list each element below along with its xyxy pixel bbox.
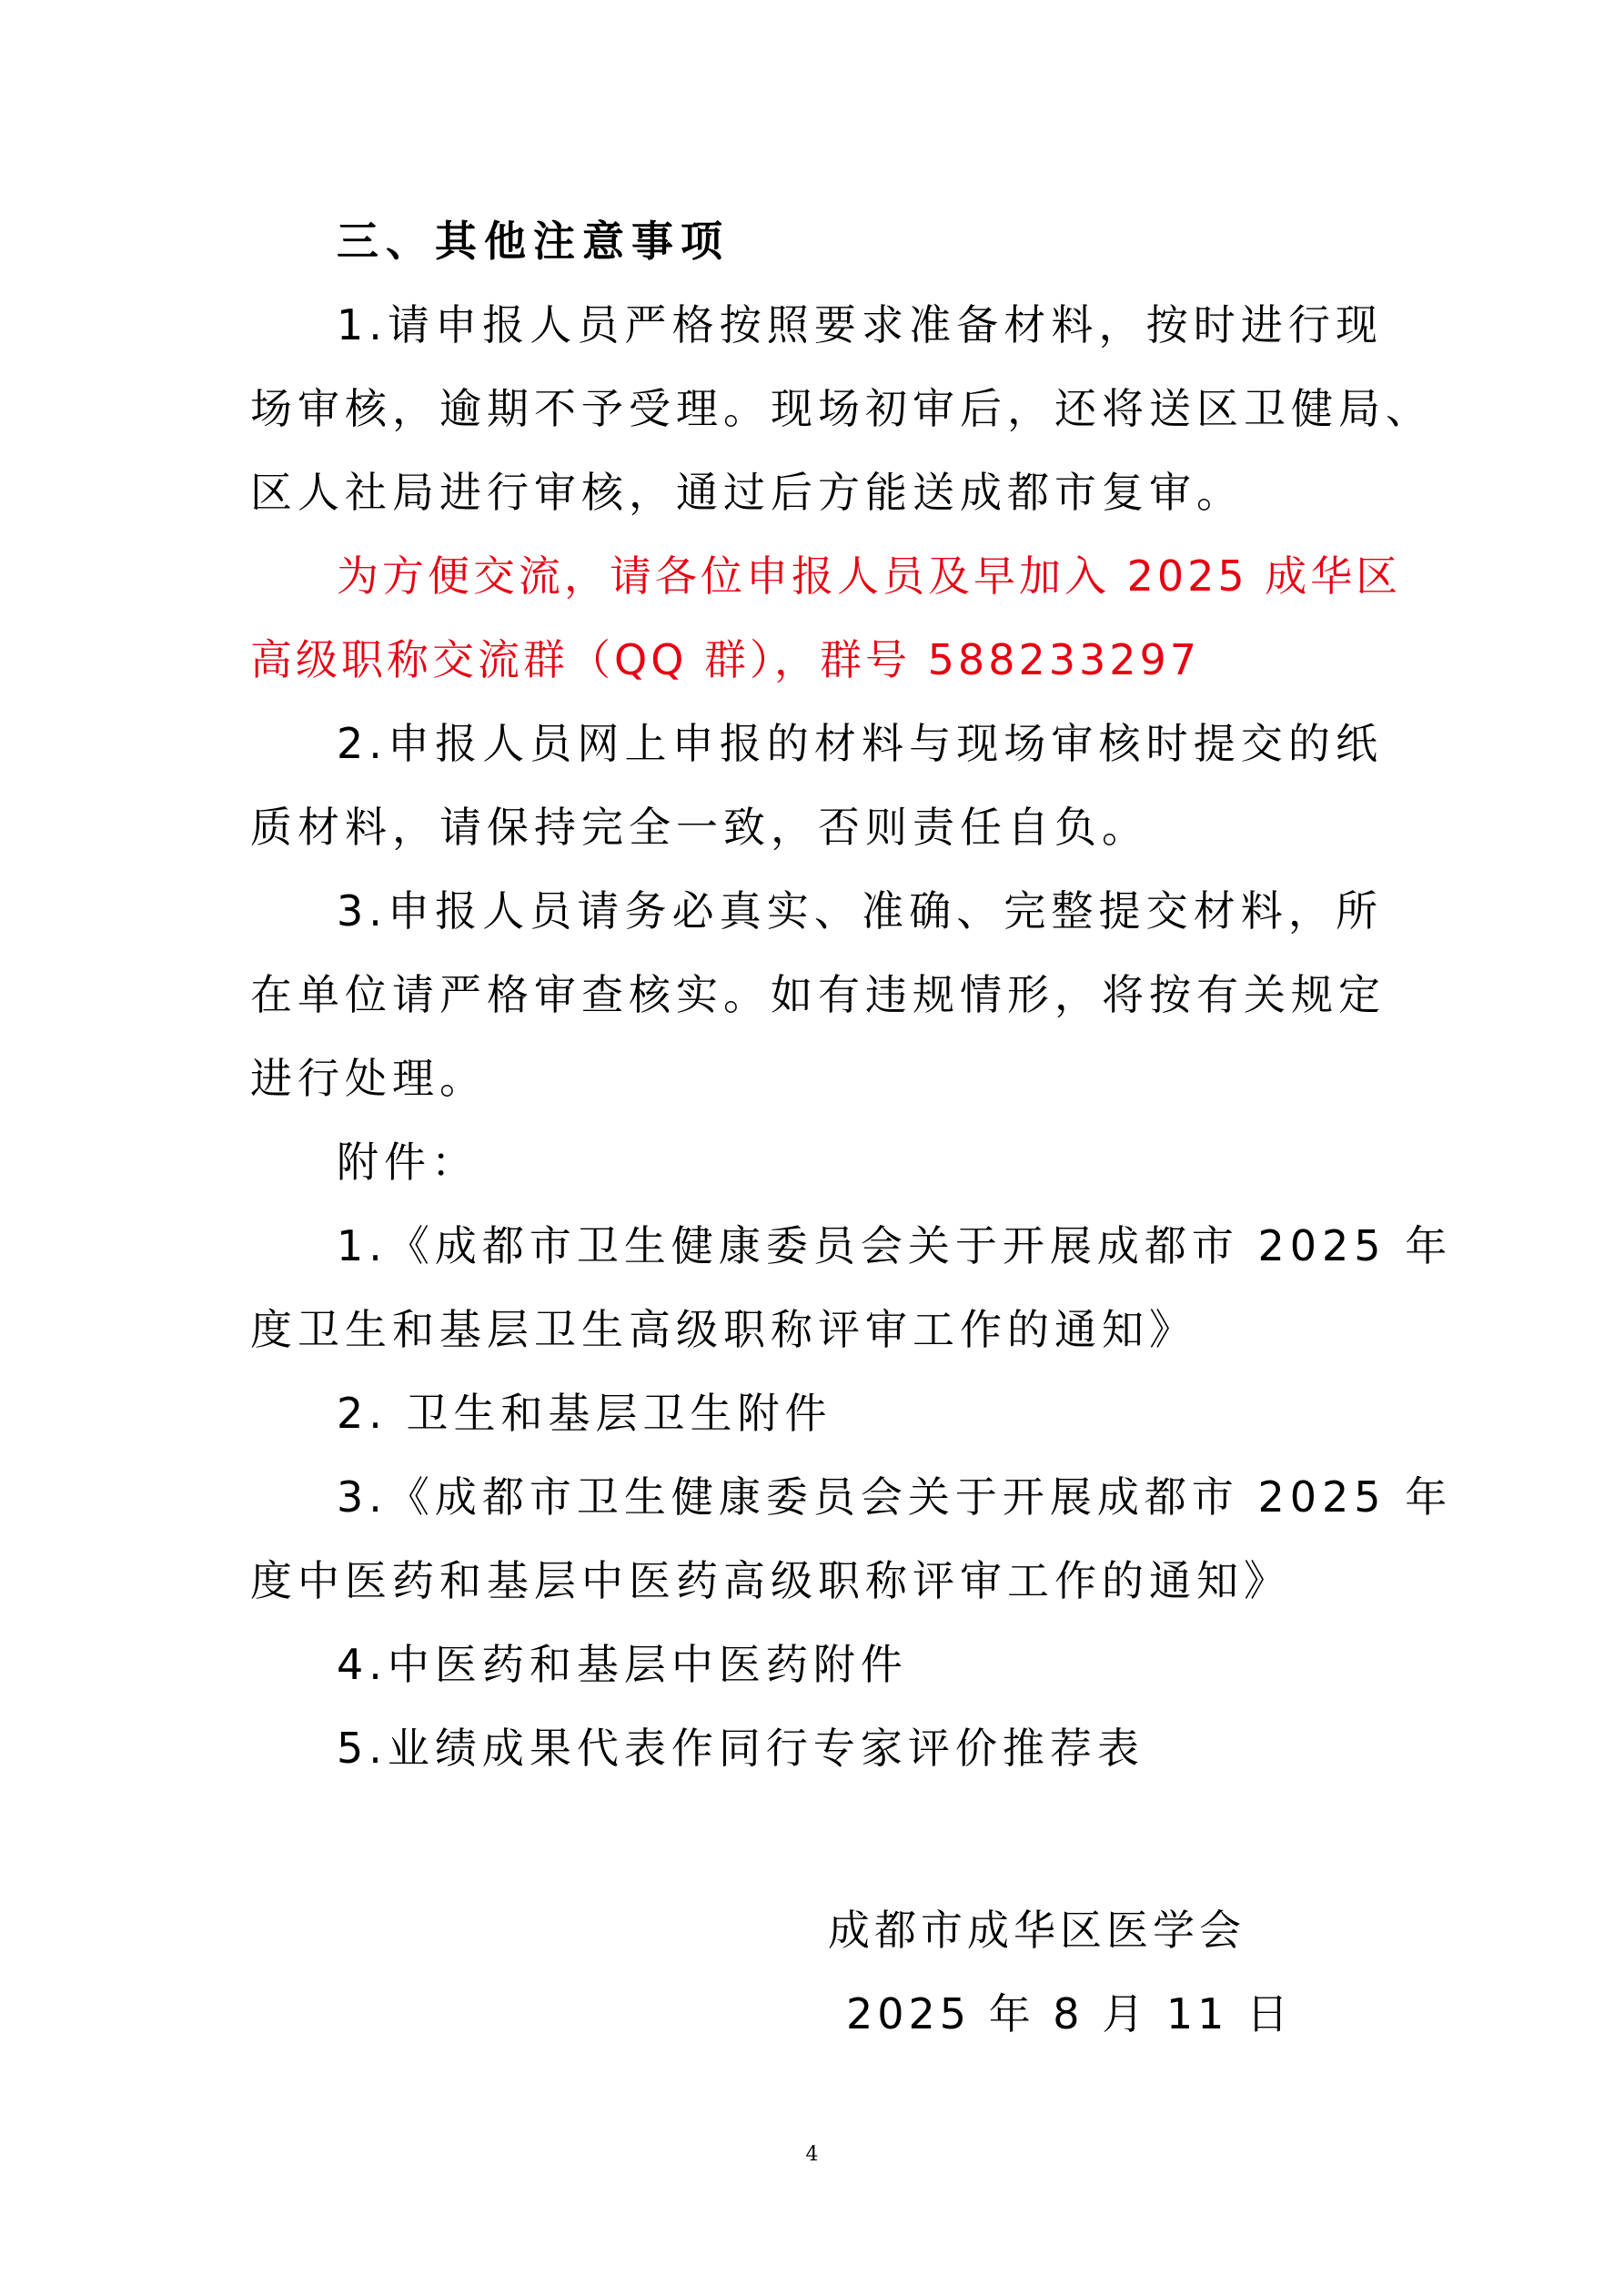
- item2-line2: 质材料，请保持完全一致，否则责任自负。: [250, 803, 1149, 852]
- notice-line1: 为方便交流，请各位申报人员及早加入 2025 成华区: [337, 551, 1402, 601]
- attachment-1-line1: 1.《成都市卫生健康委员会关于开展成都市 2025 年: [337, 1221, 1453, 1270]
- notice-line2: 高级职称交流群（QQ 群），群号 588233297: [250, 635, 1201, 684]
- item1-line1: 1.请申报人员严格按照要求准备材料，按时进行现: [337, 300, 1383, 349]
- signature-organization: 成都市成华区医学会: [828, 1906, 1246, 1955]
- item1-line3: 区人社局进行审核，通过后方能送成都市复审。: [250, 468, 1244, 517]
- item2-line1: 2.申报人员网上申报的材料与现场审核时提交的纸: [337, 719, 1383, 768]
- attachment-1-line2: 度卫生和基层卫生高级职称评审工作的通知》: [250, 1305, 1196, 1354]
- attachment-2: 2. 卫生和基层卫生附件: [337, 1389, 832, 1438]
- attachment-3-line2: 度中医药和基层中医药高级职称评审工作的通知》: [250, 1556, 1291, 1605]
- attachment-5: 5.业绩成果代表作同行专家评价推荐表: [337, 1724, 1145, 1773]
- item3-line3: 进行处理。: [250, 1054, 487, 1103]
- attachment-4: 4.中医药和基层中医药附件: [337, 1640, 908, 1689]
- section-heading: 三、其他注意事项: [337, 217, 730, 266]
- page-number: 4: [805, 2143, 819, 2166]
- signature-date: 2025 年 8 月 11 日: [846, 1989, 1293, 2038]
- item3-line2: 在单位请严格审查核实。如有违规情形，将按有关规定: [250, 970, 1386, 1019]
- item1-line2: 场审核，逾期不予受理。现场初审后，还将送区卫健局、: [250, 384, 1433, 433]
- item3-line1: 3.申报人员请务必真实、准确、完整提交材料，所: [337, 886, 1383, 936]
- attachments-label: 附件：: [337, 1138, 479, 1187]
- attachment-3-line1: 3.《成都市卫生健康委员会关于开展成都市 2025 年: [337, 1472, 1453, 1522]
